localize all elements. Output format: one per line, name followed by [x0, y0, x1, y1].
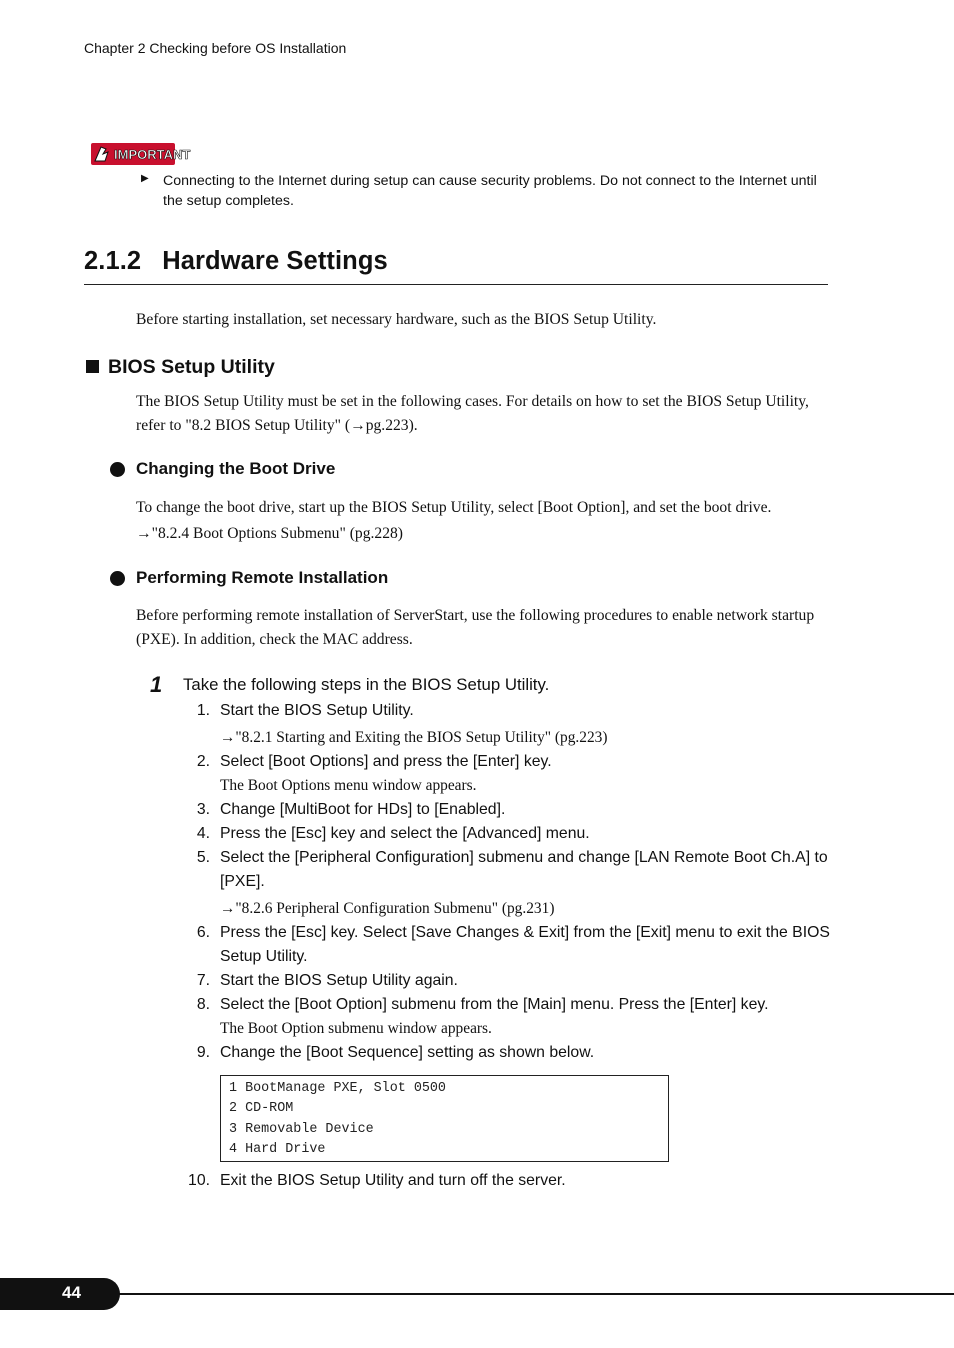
bios-description: The BIOS Setup Utility must be set in the following cases. For details on how to set the BIOS Setup Utility, refer to "8.2 BIOS Setup Utility" (→pg.223). [136, 393, 809, 434]
list-item: 2. Select [Boot Options] and press the [Enter] key. [196, 753, 552, 770]
step-text: Take the following steps in the BIOS Setup Utility. [183, 675, 550, 694]
running-header: Chapter 2 Checking before OS Installation [84, 40, 347, 56]
list-item: 10. Exit the BIOS Setup Utility and turn off the server. [188, 1172, 566, 1189]
list-item: 9. Change the [Boot Sequence] setting as shown below. [196, 1044, 595, 1061]
bullet-arrow-icon: ▶ [141, 173, 149, 184]
section-intro: Before starting installation, set necessary hardware, such as the BIOS Setup Utility. [136, 311, 657, 328]
bios-heading-text: BIOS Setup Utility [108, 356, 275, 378]
section-title-text: Hardware Settings [162, 247, 388, 275]
boot-sequence-line: 4 Hard Drive [229, 1141, 326, 1157]
footer-rule [100, 1293, 954, 1295]
boot-sequence-box [220, 1075, 669, 1162]
list-item: 3. Change [MultiBoot for HDs] to [Enabled]. [196, 801, 506, 818]
remote-install-description: Before performing remote installation of ServerStart, use the following procedures to enable network startup (PXE). In addition, check the MAC address. [136, 607, 815, 648]
bios-heading [86, 356, 275, 379]
list-item: 5. Select the [Peripheral Configuration] submenu and change [LAN Remote Boot Ch.A] to [PXE]. [196, 849, 828, 890]
remote-install-heading [136, 568, 388, 588]
circle-bullet-icon [110, 462, 125, 477]
step-note: The Boot Options menu window appears. [220, 777, 477, 794]
section-title [84, 247, 388, 276]
boot-drive-heading [136, 459, 335, 479]
list-item: 1. Start the BIOS Setup Utility. [196, 702, 414, 719]
boot-drive-description [136, 495, 826, 547]
section-divider [84, 284, 828, 285]
boot-sequence-line: 1 BootManage PXE, Slot 0500 [229, 1081, 446, 1096]
list-item: 7. Start the BIOS Setup Utility again. [196, 972, 458, 989]
important-note: Connecting to the Internet during setup can cause security problems. Do not connect to the Internet until the setup completes. [163, 173, 817, 209]
list-item: 4. Press the [Esc] key and select the [Advanced] menu. [196, 825, 590, 842]
list-item: 8. Select the [Boot Option] submenu from the [Main] menu. Press the [Enter] key. [196, 996, 769, 1013]
substep-list [150, 699, 830, 1065]
section-number: 2.1.2 [84, 247, 142, 275]
cross-reference: →"8.2.1 Starting and Exiting the BIOS Setup Utility" (pg.223) [220, 729, 608, 746]
page-number-tab [0, 1278, 120, 1310]
boot-drive-reference: →"8.2.4 Boot Options Submenu" (pg.228) [136, 525, 403, 542]
circle-bullet-icon [110, 571, 125, 586]
important-badge-label: IMPORTANT [114, 147, 191, 162]
square-bullet-icon [86, 360, 99, 373]
boot-sequence-line: 3 Removable Device [229, 1121, 374, 1137]
cross-reference: →"8.2.6 Peripheral Configuration Submenu" (pg.231) [220, 900, 555, 917]
boot-drive-heading-text: Changing the Boot Drive [136, 459, 336, 478]
remote-install-heading-text: Performing Remote Installation [136, 568, 389, 587]
step-number: 1 [150, 672, 163, 697]
important-badge-icon [91, 141, 191, 166]
final-step [150, 1169, 830, 1193]
boot-sequence-line: 2 CD-ROM [229, 1101, 294, 1117]
page-number: 44 [62, 1283, 81, 1302]
list-item: 6. Press the [Esc] key. Select [Save Changes & Exit] from the [Exit] menu to exit the BIOS Setup Utility. [196, 924, 830, 965]
step-note: The Boot Option submenu window appears. [220, 1020, 492, 1037]
boot-drive-text: To change the boot drive, start up the BIOS Setup Utility, select [Boot Option], and set the boot drive. [136, 499, 772, 516]
